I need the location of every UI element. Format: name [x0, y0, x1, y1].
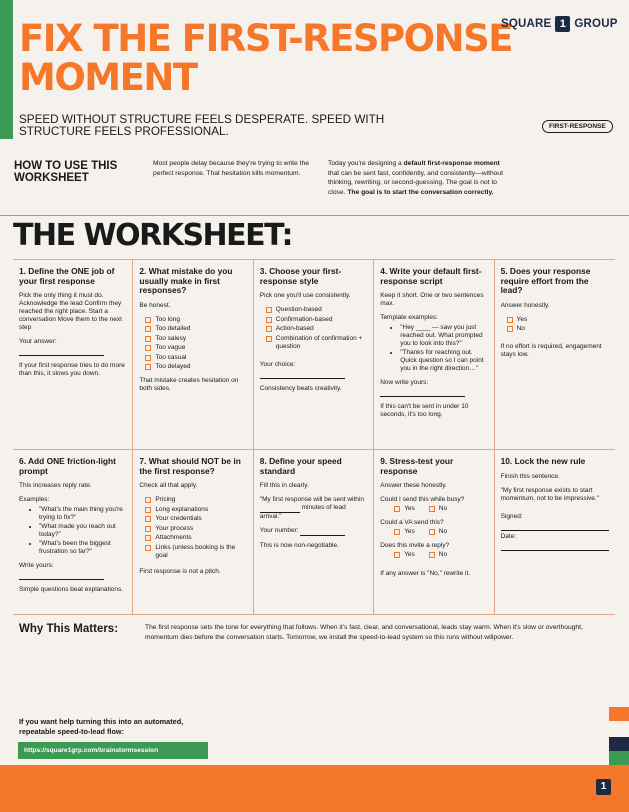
option-checkbox[interactable]: Links (unless booking is the goal	[145, 544, 247, 560]
examples-label: Examples:	[19, 496, 50, 503]
option-checkbox[interactable]: Pricing	[145, 496, 247, 504]
write-line[interactable]	[19, 572, 104, 580]
option-checkbox[interactable]: Too salesy	[145, 335, 247, 343]
cell-intro: Pick one you'll use consistently.	[259, 292, 351, 299]
option-checkbox[interactable]: Too casual	[145, 354, 247, 362]
logo-icon: 1	[555, 16, 570, 32]
checkbox-icon[interactable]	[394, 552, 400, 558]
worksheet-cell-2	[133, 260, 253, 450]
option-checkbox[interactable]: Confirmation-based	[266, 316, 368, 324]
yes-checkbox[interactable]: Yes	[507, 316, 610, 324]
cell-title: 8. Define your speed standard	[259, 456, 342, 476]
checkbox-icon[interactable]	[507, 317, 513, 323]
checkbox-icon[interactable]	[145, 507, 151, 513]
example-item: • "What's been the biggest frustration so far?"	[39, 540, 127, 556]
option-checkbox[interactable]: Long explanations	[145, 506, 247, 514]
yes-checkbox[interactable]: Yes	[380, 551, 415, 559]
no-checkbox[interactable]: No	[429, 528, 447, 536]
option-checkbox[interactable]: Attachments	[145, 534, 247, 542]
date-line[interactable]	[501, 543, 609, 551]
checkbox-icon[interactable]	[145, 545, 151, 551]
checkbox-icon[interactable]	[266, 326, 272, 332]
cta-text: If you want help turning this into an automated, repeatable speed-to-lead flow:	[19, 717, 184, 736]
worksheet-cell-1	[13, 260, 133, 450]
checkbox-icon[interactable]	[145, 336, 151, 342]
cell-note: If your first response tries to do more than this, it slows you down.	[19, 362, 125, 377]
worksheet-cell-4	[374, 260, 494, 450]
worksheet-grid	[13, 259, 615, 615]
cell-note: If this can't be sent in under 10 seconds, it's too long.	[380, 403, 469, 418]
option-checkbox[interactable]: Too long	[145, 316, 247, 324]
option-checkbox[interactable]: Your credentials	[145, 515, 247, 523]
topic-tag: FIRST-RESPONSE	[542, 120, 613, 133]
cell-intro: Finish this sentence.	[500, 472, 560, 480]
answer-line[interactable]	[19, 348, 104, 356]
checkbox-icon[interactable]	[145, 526, 151, 532]
cell-title: 7. What should NOT be in the first response?	[139, 456, 241, 476]
page-title	[19, 19, 512, 97]
checkbox-icon[interactable]	[394, 529, 400, 535]
cell-title: 5. Does your response require effort from the lead?	[500, 266, 591, 295]
cell-intro: Answer these honestly.	[380, 482, 447, 489]
examples-label: Template examples:	[380, 314, 438, 321]
worksheet-cell-9	[374, 450, 494, 615]
cell-note: That mistake creates hesitation on both sides.	[139, 377, 239, 392]
cell-note: First response is not a pitch.	[139, 567, 221, 575]
choice-line[interactable]	[260, 371, 345, 379]
rule-statement: "My first response exists to start momentum, not to be impressive."	[500, 486, 599, 502]
checkbox-icon[interactable]	[145, 497, 151, 503]
number-row: Your number:	[260, 527, 368, 536]
navy-accent-square	[609, 737, 629, 751]
checkbox-icon[interactable]	[429, 506, 435, 512]
checkbox-icon[interactable]	[145, 516, 151, 522]
left-accent-bar	[0, 0, 13, 139]
cell-title: 1. Define the ONE job of your first response	[19, 266, 115, 286]
green-accent-square	[609, 751, 629, 765]
cell-title: 9. Stress-test your response	[380, 456, 454, 476]
no-checkbox[interactable]: No	[507, 325, 610, 333]
cell-intro: Fill this in clearly.	[259, 482, 309, 489]
speed-statement: "My first response will be sent within minutes of lead arrival."	[259, 496, 364, 520]
cell-title: 2. What mistake do you usually make in first responses?	[139, 266, 233, 295]
checkbox-icon[interactable]	[266, 336, 272, 342]
option-checkbox[interactable]: Too detailed	[145, 325, 247, 333]
checkbox-icon[interactable]	[394, 506, 400, 512]
choice-label: Your choice:	[259, 360, 296, 368]
option-checkbox[interactable]: Combination of confirmation + question	[266, 335, 368, 351]
brainstorm-link[interactable]: https://square1grp.com/brainstormsession	[18, 742, 208, 759]
option-checkbox[interactable]: Too vague	[145, 344, 247, 352]
section-divider	[0, 215, 629, 216]
checkbox-icon[interactable]	[145, 317, 151, 323]
worksheet-cell-6	[13, 450, 133, 615]
title-line-1: FIX THE FIRST-RESPONSE	[19, 17, 513, 60]
cell-title: 6. Add ONE friction-light prompt	[19, 456, 116, 476]
cell-title: 10. Lock the new rule	[500, 456, 586, 466]
option-checkbox[interactable]: Action-based	[266, 325, 368, 333]
date-label: Date:	[500, 532, 517, 540]
stress-question: Does this invite a reply?	[380, 542, 450, 549]
worksheet-cell-3	[254, 260, 374, 450]
write-label: Now write yours:	[380, 379, 429, 386]
cell-intro: Keep it short. One or two sentences max.	[380, 292, 484, 307]
yes-checkbox[interactable]: Yes	[380, 505, 415, 513]
option-checkbox[interactable]: Your process	[145, 525, 247, 533]
examples-list	[380, 324, 488, 373]
cell-intro: Answer honestly.	[500, 301, 550, 309]
cell-intro: Be honest.	[139, 301, 171, 309]
cell-title: 3. Choose your first-response style	[259, 266, 342, 286]
logo-text-right: GROUP	[574, 18, 618, 30]
checkbox-icon[interactable]	[266, 307, 272, 313]
why-heading: Why This Matters:	[19, 623, 119, 635]
write-label: Write yours:	[19, 562, 54, 569]
example-item: • "Thanks for reaching out. Quick question so I can point you in the right direction…"	[400, 349, 488, 373]
checkbox-icon[interactable]	[429, 529, 435, 535]
cell-note: If no effort is required, engagement stays low.	[500, 343, 602, 358]
cell-note: Simple questions beat explanations.	[19, 586, 124, 593]
logo-text-left: SQUARE	[501, 18, 552, 30]
stress-question: Could I send this while busy?	[380, 496, 465, 503]
cell-intro: This increases reply rate.	[19, 482, 92, 489]
example-item: • "Hey ____ — saw you just reached out. What prompted you to look into this?"	[400, 324, 488, 348]
examples-list	[19, 506, 127, 556]
square1-logo	[501, 16, 618, 32]
howto-heading: HOW TO USE THIS WORKSHEET	[14, 160, 118, 184]
option-checkbox[interactable]: Question-based	[266, 306, 368, 314]
cell-body: Pick the only thing it must do. Acknowledge the lead Confirm they reached the right place. Start a conversation Move them to the next step	[19, 292, 122, 331]
checkbox-icon[interactable]	[145, 355, 151, 361]
stress-question: Could a VA send this?	[380, 519, 444, 526]
worksheet-cell-8	[254, 450, 374, 615]
checkbox-icon[interactable]	[145, 364, 151, 370]
number-blank[interactable]	[300, 527, 345, 536]
intro-paragraph-1: Most people delay because they're trying to write the perfect response. That hesitation kills momentum.	[153, 160, 309, 177]
example-item: • "What's the main thing you're trying to fix?"	[39, 506, 127, 522]
why-text: The first response sets the tone for everything that follows. When it's fast, clear, and conversational, leads stay warm. When it's slow or overthought, momentum dies before the conversation starts. Tomorrow, we install the speed-to-lead system so this runs without willpower.	[145, 624, 583, 641]
minutes-blank[interactable]	[260, 504, 300, 513]
title-line-2: MOMENT	[19, 56, 197, 99]
orange-accent-square	[609, 707, 629, 721]
intro-paragraph-2: Today you're designing a default first-response moment that can be sent fast, confidently, and consistently—without thinking, rewriting, or second-guessing. The goal is not to close. The goal is to start the conversation correctly.	[328, 160, 503, 196]
cell-intro: Check all that apply.	[139, 482, 198, 489]
no-checkbox[interactable]: No	[429, 551, 447, 559]
subtitle: SPEED WITHOUT STRUCTURE FEELS DESPERATE. SPEED WITH STRUCTURE FEELS PROFESSIONAL.	[19, 113, 385, 138]
checkbox-icon[interactable]	[145, 326, 151, 332]
checkbox-icon[interactable]	[145, 345, 151, 351]
checkbox-icon[interactable]	[145, 535, 151, 541]
example-item: • "What made you reach out today?"	[39, 523, 127, 539]
footer-band	[0, 765, 629, 812]
cell-note: This is now non-negotiable.	[259, 542, 339, 549]
checkbox-icon[interactable]	[507, 326, 513, 332]
signature-line[interactable]	[501, 523, 609, 531]
cell-title: 4. Write your default first-response script	[380, 266, 482, 286]
checkbox-icon[interactable]	[266, 317, 272, 323]
checkbox-icon[interactable]	[429, 552, 435, 558]
footer-logo-icon: 1	[596, 779, 611, 795]
cell-note: Consistency beats creativity.	[259, 384, 342, 392]
write-line[interactable]	[380, 389, 465, 397]
cell-note: If any answer is "No," rewrite it.	[380, 570, 471, 577]
worksheet-cell-10	[495, 450, 615, 615]
worksheet-heading: THE WORKSHEET:	[13, 218, 292, 253]
no-checkbox[interactable]: No	[429, 505, 447, 513]
option-checkbox[interactable]: Too delayed	[145, 363, 247, 371]
yes-checkbox[interactable]: Yes	[380, 528, 415, 536]
signed-label: Signed:	[500, 512, 523, 520]
worksheet-cell-7	[133, 450, 253, 615]
worksheet-cell-5	[495, 260, 615, 450]
answer-label: Your answer:	[19, 338, 57, 345]
